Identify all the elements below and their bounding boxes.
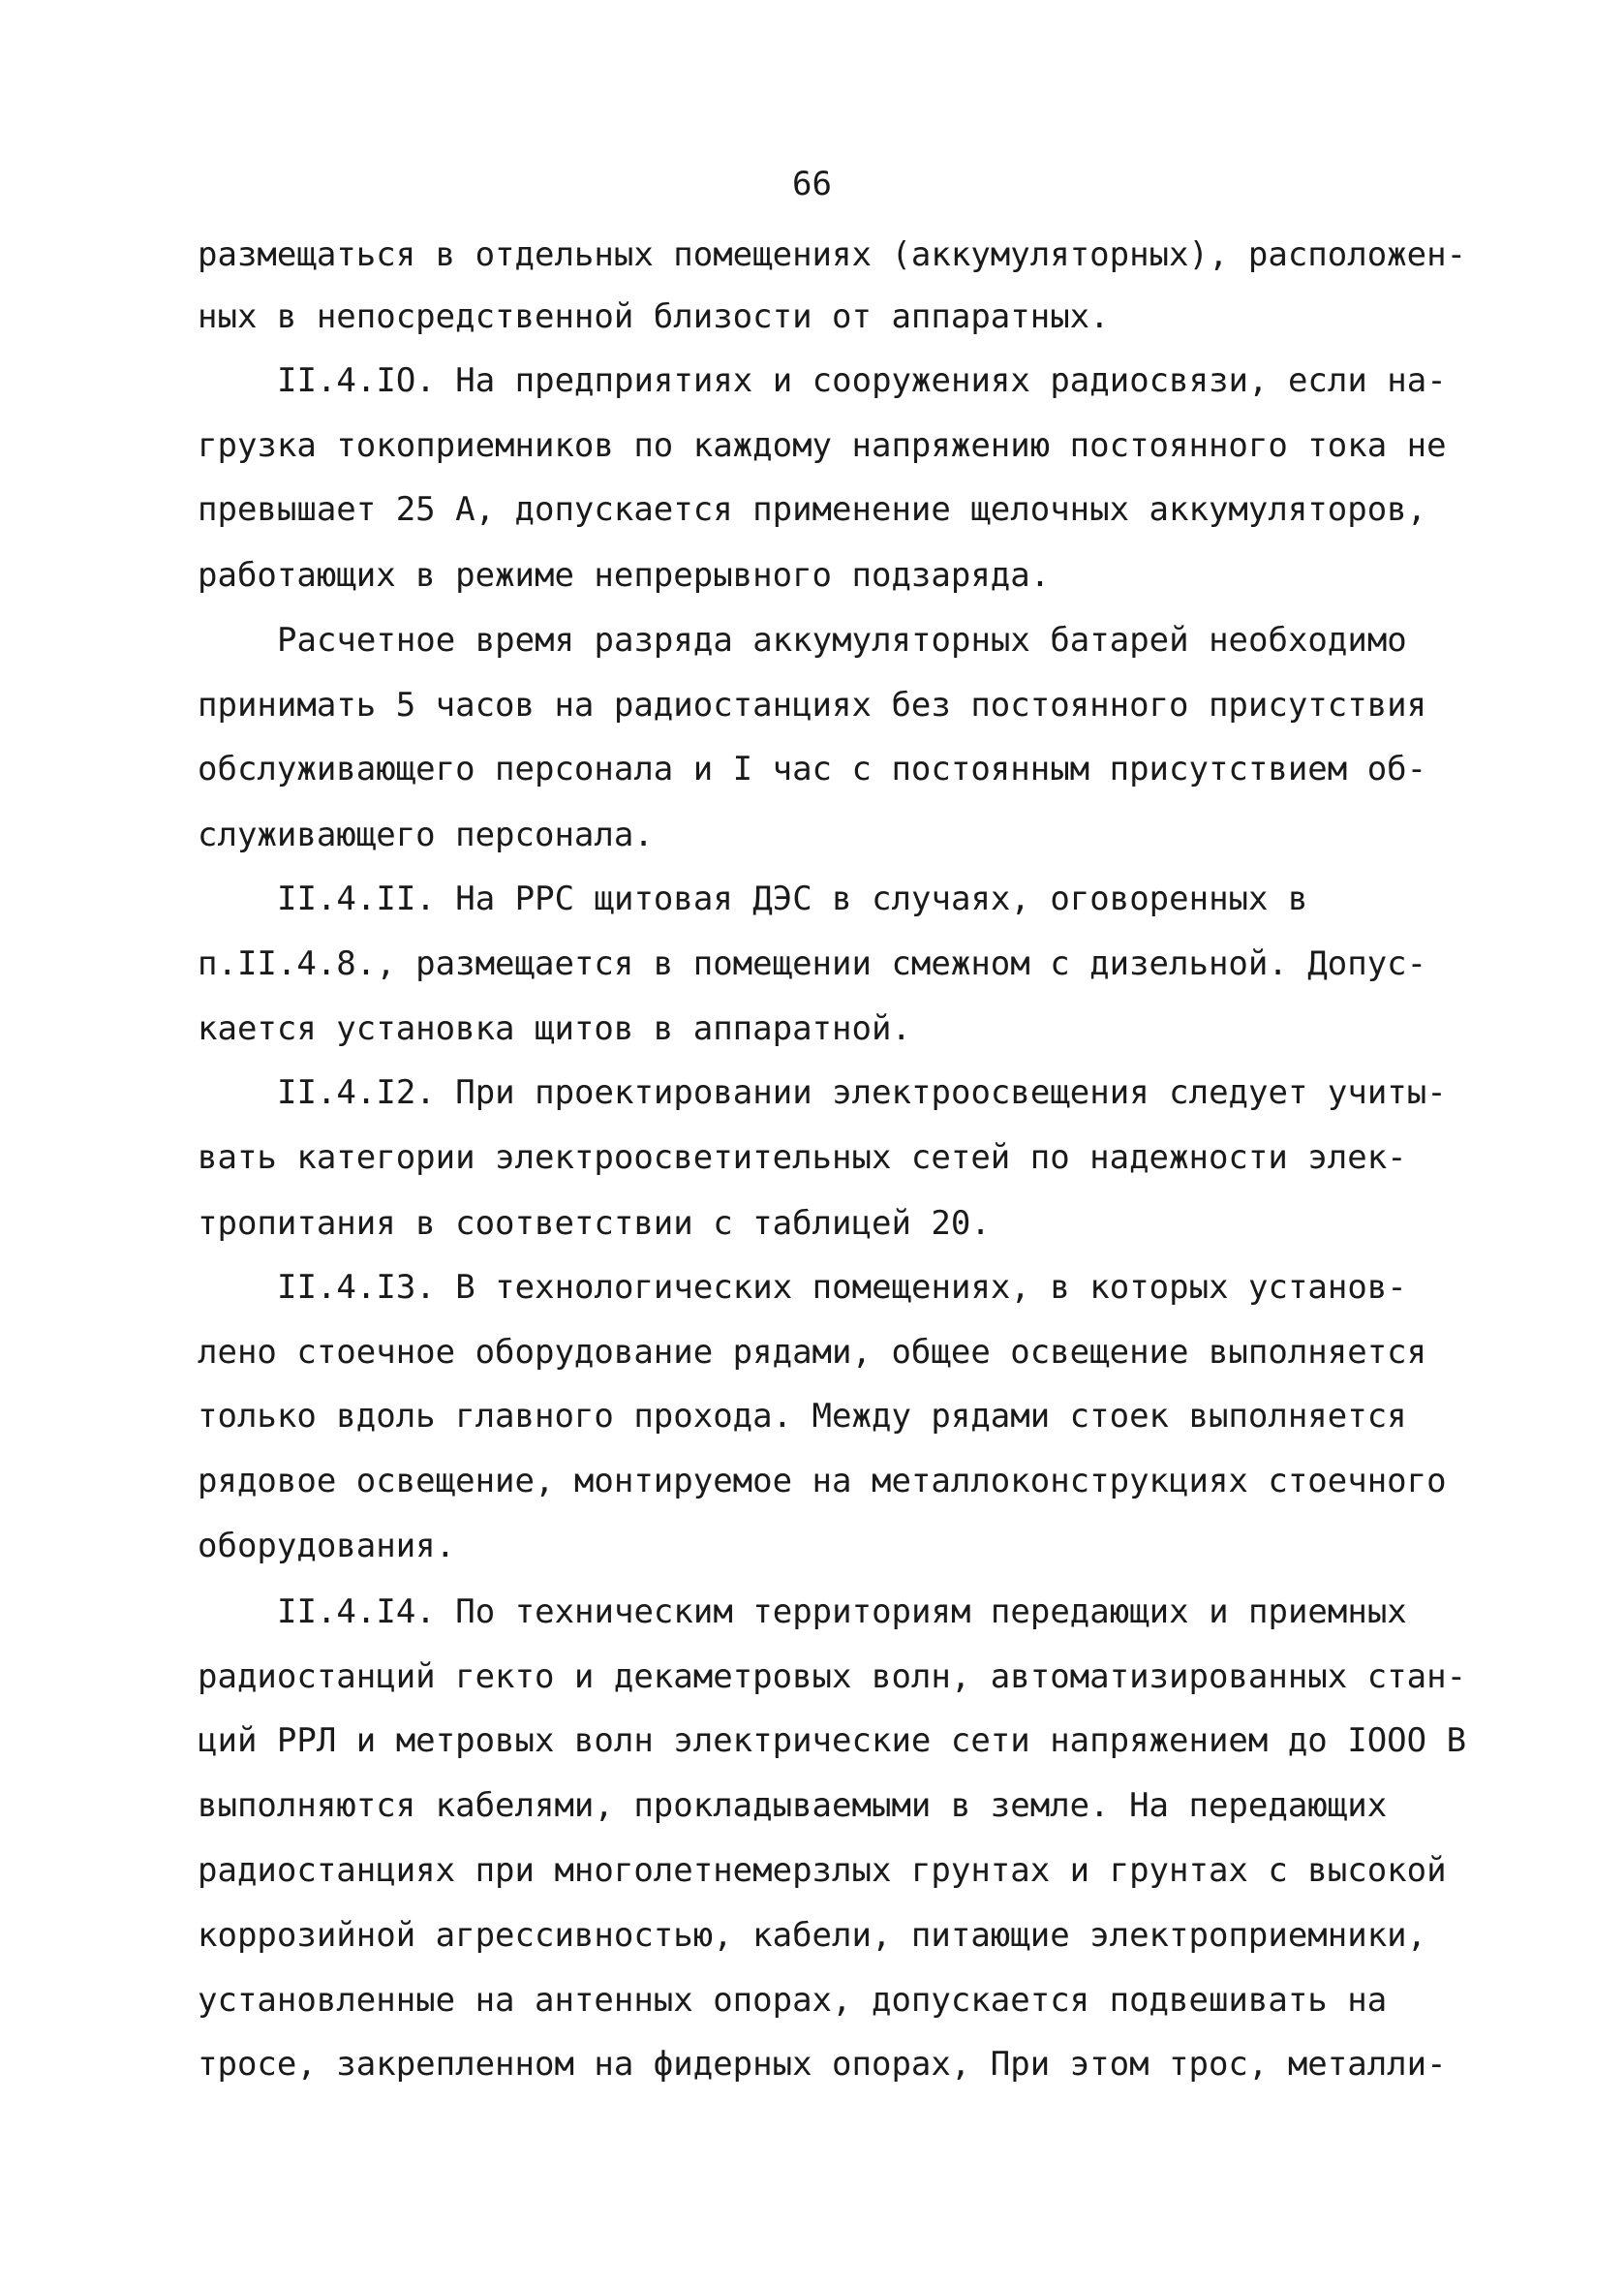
text-line: ных в непосредственной близости от аппаратных. — [198, 297, 1110, 336]
text-line: Расчетное время разряда аккумуляторных батарей необходимо — [277, 621, 1407, 660]
text-line: грузка токоприемников по каждому напряжению постоянного тока не — [198, 426, 1447, 465]
text-line: II.4.IO. На предприятиях и сооружениях радиосвязи, если на- — [277, 361, 1447, 400]
text-line: лено стоечное оборудование рядами, общее освещение выполняется — [198, 1333, 1427, 1372]
text-line: вать категории электроосветительных сетей по надежности элек- — [198, 1138, 1407, 1177]
text-line: тропитания в соответствии с таблицей 20. — [198, 1204, 991, 1243]
text-line: размещаться в отдельных помещениях (аккумуляторных), расположен- — [198, 235, 1467, 274]
text-line: тросе, закрепленном на фидерных опорах, При этом трос, металли- — [198, 2045, 1447, 2084]
text-line: ций РРЛ и метровых волн электрические сети напряжением до IOOO В — [198, 1721, 1467, 1760]
text-line: принимать 5 часов на радиостанциях без постоянного присутствия — [198, 686, 1427, 725]
text-line: выполняются кабелями, прокладываемыми в земле. На передающих — [198, 1786, 1388, 1825]
text-line: только вдоль главного прохода. Между рядами стоек выполняется — [198, 1397, 1407, 1436]
text-line: обслуживающего персонала и I час с постоянным присутствием об- — [198, 750, 1427, 788]
text-line: радиостанций гекто и декаметровых волн, автоматизированных стан- — [198, 1657, 1467, 1696]
text-line: оборудования. — [198, 1527, 456, 1565]
text-line: рядовое освещение, монтируемое на металлоконструкциях стоечного — [198, 1462, 1447, 1500]
text-line: превышает 25 А, допускается применение щелочных аккумуляторов, — [198, 490, 1427, 529]
text-line: служивающего персонала. — [198, 816, 654, 854]
text-line: II.4.I4. По техническим территориям передающих и приемных — [277, 1592, 1407, 1631]
text-line: II.4.I2. При проектировании электроосвещения следует учиты- — [277, 1073, 1447, 1112]
text-line: работающих в режиме непрерывного подзаряда. — [198, 556, 1051, 595]
text-line: коррозийной агрессивностью, кабели, питающие электроприемники, — [198, 1916, 1427, 1955]
text-line: п.II.4.8., размещается в помещении смежном с дизельной. Допус- — [198, 944, 1427, 983]
text-line: кается установка щитов в аппаратной. — [198, 1009, 911, 1048]
text-line: II.4.II. На РРС щитовая ДЭС в случаях, оговоренных в — [277, 880, 1308, 918]
text-line: радиостанциях при многолетнемерзлых грунтах и грунтах с высокой — [198, 1851, 1447, 1890]
page-number: 66 — [792, 165, 832, 203]
text-line: установленные на антенных опорах, допускается подвешивать на — [198, 1981, 1388, 2020]
text-line: II.4.I3. В технологических помещениях, в которых установ- — [277, 1268, 1407, 1307]
